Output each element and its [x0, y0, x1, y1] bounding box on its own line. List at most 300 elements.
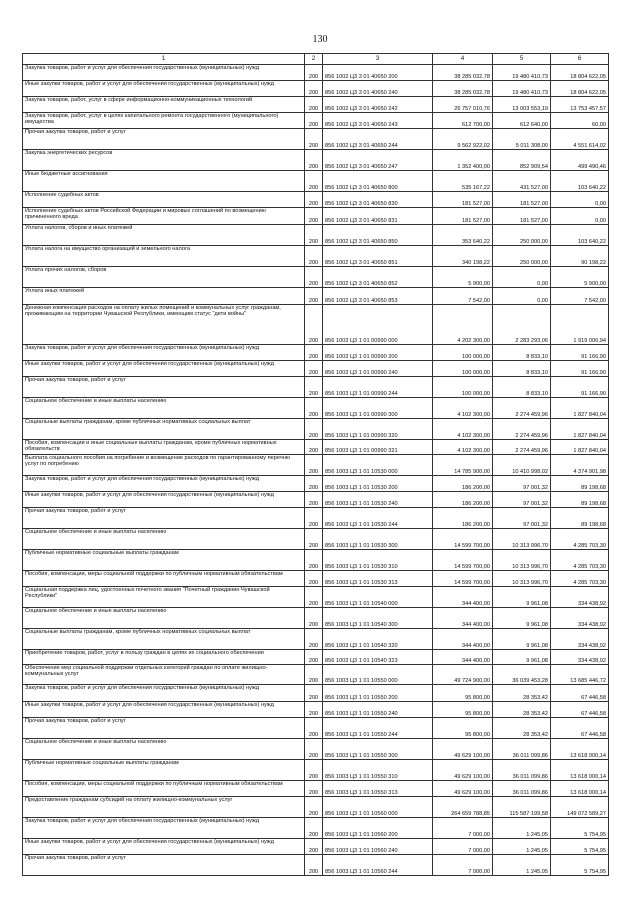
row-line-code: 200 — [305, 818, 323, 839]
table-row — [23, 665, 609, 685]
row-name: Выплата социального пособия на погребение и возмещение расходов по гарантированному перечню услуг по погребению — [23, 455, 305, 476]
row-executed-amount: 9 961,08 — [493, 629, 551, 650]
row-executed-amount: 13 003 553,19 — [493, 97, 551, 113]
row-line-code: 200 — [305, 571, 323, 587]
row-name: Социальные выплаты гражданам, кроме публичных нормативных социальных выплат — [23, 629, 305, 650]
row-classification-code: 856 1002 Ц3 3 01 40650 851 — [323, 246, 433, 267]
row-name: Закупка товаров, работ и услуг для обеспечения государственных (муниципальных) нужд — [23, 818, 305, 839]
row-classification-code: 856 1003 Ц3 1 01 10550 300 — [323, 739, 433, 760]
table-row — [23, 685, 609, 702]
row-executed-amount: 1 245,05 — [493, 839, 551, 855]
row-name: Социальная поддержка лиц, удостоенных почетного звания "Почетный гражданин Чувашской Республики" — [23, 587, 305, 608]
row-unexecuted-amount: 91 166,90 — [551, 361, 609, 377]
row-line-code: 200 — [305, 65, 323, 81]
table-row — [23, 818, 609, 839]
table-row — [23, 97, 609, 113]
table-row — [23, 476, 609, 492]
row-approved-amount: 49 629 100,00 — [433, 781, 493, 797]
row-line-code: 200 — [305, 171, 323, 192]
row-executed-amount: 250 000,00 — [493, 246, 551, 267]
row-name: Иные закупки товаров, работ и услуг для обеспечения государственных (муниципальных) нужд — [23, 702, 305, 718]
budget-execution-table — [22, 53, 609, 876]
row-line-code: 200 — [305, 492, 323, 508]
row-unexecuted-amount: 4 285 703,30 — [551, 550, 609, 571]
row-approved-amount: 49 629 100,00 — [433, 739, 493, 760]
row-unexecuted-amount: 18 804 622,05 — [551, 81, 609, 97]
table-row — [23, 150, 609, 171]
row-name: Иные закупки товаров, работ и услуг для обеспечения государственных (муниципальных) нужд — [23, 492, 305, 508]
row-executed-amount: 97 001,32 — [493, 508, 551, 529]
table-row — [23, 398, 609, 419]
row-approved-amount: 353 640,22 — [433, 225, 493, 246]
row-line-code: 200 — [305, 665, 323, 685]
row-unexecuted-amount: 5 900,00 — [551, 267, 609, 288]
row-approved-amount: 7 000,00 — [433, 818, 493, 839]
row-approved-amount: 535 167,22 — [433, 171, 493, 192]
column-header-3: 3 — [323, 54, 433, 65]
table-row — [23, 650, 609, 665]
column-header-4: 4 — [433, 54, 493, 65]
row-classification-code: 856 1003 Ц3 1 01 10540 320 — [323, 629, 433, 650]
row-approved-amount: 95 800,00 — [433, 685, 493, 702]
row-name: Социальное обеспечение и иные выплаты населению — [23, 739, 305, 760]
table-row — [23, 718, 609, 739]
row-classification-code: 856 1003 Ц3 1 01 10530 244 — [323, 508, 433, 529]
row-executed-amount: 36 011 099,86 — [493, 739, 551, 760]
row-approved-amount: 1 352 400,00 — [433, 150, 493, 171]
row-unexecuted-amount: 5 754,95 — [551, 818, 609, 839]
row-approved-amount: 100 000,00 — [433, 345, 493, 361]
row-classification-code: 856 1003 Ц3 1 01 10560 244 — [323, 855, 433, 876]
row-executed-amount: 36 011 099,86 — [493, 760, 551, 781]
row-executed-amount: 9 961,08 — [493, 587, 551, 608]
row-classification-code: 856 1002 Ц3 3 01 40650 830 — [323, 192, 433, 208]
row-line-code: 200 — [305, 192, 323, 208]
row-classification-code: 856 1003 Ц3 1 01 00990 000 — [323, 305, 433, 345]
page-number: 130 — [312, 34, 328, 45]
table-row — [23, 492, 609, 508]
row-classification-code: 856 1003 Ц3 1 01 10550 310 — [323, 760, 433, 781]
row-unexecuted-amount: 60,00 — [551, 113, 609, 129]
row-classification-code: 856 1003 Ц3 1 01 10530 313 — [323, 571, 433, 587]
row-classification-code: 856 1003 Ц3 1 01 10550 244 — [323, 718, 433, 739]
row-line-code: 200 — [305, 246, 323, 267]
row-classification-code: 856 1003 Ц3 1 01 10540 300 — [323, 608, 433, 629]
row-approved-amount: 7 000,00 — [433, 855, 493, 876]
row-name: Иные закупки товаров, работ и услуг для обеспечения государственных (муниципальных) нужд — [23, 81, 305, 97]
row-classification-code: 856 1003 Ц3 1 01 10530 300 — [323, 529, 433, 550]
row-classification-code: 856 1002 Ц3 3 01 40650 853 — [323, 288, 433, 305]
row-unexecuted-amount: 13 618 000,14 — [551, 781, 609, 797]
row-name: Закупка товаров, работ и услуг для обеспечения государственных (муниципальных) нужд — [23, 65, 305, 81]
column-header-2: 2 — [305, 54, 323, 65]
row-name: Уплата прочих налогов, сборов — [23, 267, 305, 288]
table-row — [23, 208, 609, 225]
row-unexecuted-amount: 334 438,92 — [551, 587, 609, 608]
row-name: Прочая закупка товаров, работ и услуг — [23, 377, 305, 398]
row-approved-amount: 186 200,00 — [433, 492, 493, 508]
row-unexecuted-amount: 149 072 589,27 — [551, 797, 609, 818]
row-approved-amount: 14 599 700,00 — [433, 550, 493, 571]
row-classification-code: 856 1003 Ц3 1 01 00990 300 — [323, 398, 433, 419]
row-line-code: 200 — [305, 587, 323, 608]
row-line-code: 200 — [305, 718, 323, 739]
table-row — [23, 440, 609, 455]
row-unexecuted-amount: 91 166,90 — [551, 345, 609, 361]
row-classification-code: 856 1003 Ц3 1 01 10560 240 — [323, 839, 433, 855]
row-classification-code: 856 1003 Ц3 1 01 10530 200 — [323, 476, 433, 492]
row-executed-amount: 852 909,54 — [493, 150, 551, 171]
table-row — [23, 361, 609, 377]
row-line-code: 200 — [305, 377, 323, 398]
row-approved-amount: 49 724 900,00 — [433, 665, 493, 685]
row-name: Закупка энергетических ресурсов — [23, 150, 305, 171]
row-approved-amount: 612 700,00 — [433, 113, 493, 129]
row-classification-code: 856 1003 Ц3 1 01 10550 000 — [323, 665, 433, 685]
row-line-code: 200 — [305, 208, 323, 225]
row-executed-amount: 9 961,08 — [493, 608, 551, 629]
row-unexecuted-amount: 89 198,68 — [551, 492, 609, 508]
row-name: Прочая закупка товаров, работ и услуг — [23, 718, 305, 739]
row-line-code: 200 — [305, 81, 323, 97]
row-approved-amount: 7 542,00 — [433, 288, 493, 305]
column-header-1: 1 — [23, 54, 305, 65]
row-line-code: 200 — [305, 839, 323, 855]
row-classification-code: 856 1003 Ц3 1 01 00990 320 — [323, 419, 433, 440]
row-unexecuted-amount: 4 285 703,30 — [551, 571, 609, 587]
row-executed-amount: 612 640,00 — [493, 113, 551, 129]
row-unexecuted-amount: 7 542,00 — [551, 288, 609, 305]
row-name: Социальное обеспечение и иные выплаты населению — [23, 398, 305, 419]
row-executed-amount: 19 480 410,73 — [493, 81, 551, 97]
row-unexecuted-amount: 1 827 840,04 — [551, 398, 609, 419]
row-unexecuted-amount: 5 754,95 — [551, 855, 609, 876]
row-executed-amount: 28 353,42 — [493, 685, 551, 702]
row-approved-amount: 344 400,00 — [433, 587, 493, 608]
row-classification-code: 856 1003 Ц3 1 01 10530 240 — [323, 492, 433, 508]
row-classification-code: 856 1002 Ц3 3 01 40650 243 — [323, 113, 433, 129]
row-approved-amount: 181 527,00 — [433, 208, 493, 225]
row-approved-amount: 4 202 300,00 — [433, 305, 493, 345]
row-unexecuted-amount: 1 919 006,94 — [551, 305, 609, 345]
table-row — [23, 797, 609, 818]
row-unexecuted-amount: 1 827 840,04 — [551, 440, 609, 455]
table-row — [23, 781, 609, 797]
table-row — [23, 192, 609, 208]
row-executed-amount: 115 587 199,58 — [493, 797, 551, 818]
row-approved-amount: 344 400,00 — [433, 629, 493, 650]
table-row — [23, 839, 609, 855]
row-name: Социальные выплаты гражданам, кроме публичных нормативных социальных выплат — [23, 419, 305, 440]
row-unexecuted-amount: 13 618 000,14 — [551, 739, 609, 760]
row-line-code: 200 — [305, 150, 323, 171]
row-approved-amount: 49 629 100,00 — [433, 760, 493, 781]
row-executed-amount: 1 245,05 — [493, 855, 551, 876]
row-classification-code: 856 1002 Ц3 3 01 40650 240 — [323, 81, 433, 97]
row-line-code: 200 — [305, 529, 323, 550]
row-approved-amount: 4 102 300,00 — [433, 440, 493, 455]
row-name: Обеспечение мер социальной поддержки отдельных категорий граждан по оплате жилищно-коммунальных услуг — [23, 665, 305, 685]
row-unexecuted-amount: 67 446,58 — [551, 685, 609, 702]
row-approved-amount: 264 659 788,85 — [433, 797, 493, 818]
row-approved-amount: 95 800,00 — [433, 718, 493, 739]
table-row — [23, 419, 609, 440]
table-row — [23, 267, 609, 288]
row-name: Уплата налогов, сборов и иных платежей — [23, 225, 305, 246]
row-name: Уплата налога на имущество организаций и земельного налога — [23, 246, 305, 267]
row-line-code: 200 — [305, 113, 323, 129]
row-executed-amount: 10 313 996,70 — [493, 571, 551, 587]
row-line-code: 200 — [305, 550, 323, 571]
row-classification-code: 856 1003 Ц3 1 01 10540 000 — [323, 587, 433, 608]
table-row — [23, 129, 609, 150]
row-unexecuted-amount: 499 490,46 — [551, 150, 609, 171]
row-name: Прочая закупка товаров, работ и услуг — [23, 508, 305, 529]
row-line-code: 200 — [305, 440, 323, 455]
row-line-code: 200 — [305, 760, 323, 781]
row-approved-amount: 344 400,00 — [433, 650, 493, 665]
row-classification-code: 856 1003 Ц3 1 01 10550 313 — [323, 781, 433, 797]
row-unexecuted-amount: 13 685 446,72 — [551, 665, 609, 685]
table-row — [23, 629, 609, 650]
row-executed-amount: 8 833,10 — [493, 377, 551, 398]
row-line-code: 200 — [305, 797, 323, 818]
row-executed-amount: 5 011 308,00 — [493, 129, 551, 150]
row-unexecuted-amount: 89 198,68 — [551, 476, 609, 492]
row-executed-amount: 97 001,32 — [493, 476, 551, 492]
table-row — [23, 550, 609, 571]
row-unexecuted-amount: 67 446,58 — [551, 702, 609, 718]
row-classification-code: 856 1002 Ц3 3 01 40650 852 — [323, 267, 433, 288]
row-executed-amount: 28 353,42 — [493, 718, 551, 739]
table-row — [23, 305, 609, 345]
row-executed-amount: 2 274 459,96 — [493, 440, 551, 455]
row-executed-amount: 10 410 998,02 — [493, 455, 551, 476]
row-approved-amount: 181 527,00 — [433, 192, 493, 208]
row-unexecuted-amount: 89 198,68 — [551, 508, 609, 529]
table-row — [23, 739, 609, 760]
row-classification-code: 856 1002 Ц3 3 01 40650 242 — [323, 97, 433, 113]
row-executed-amount: 2 274 459,96 — [493, 398, 551, 419]
row-name: Пособия, компенсации, меры социальной поддержки по публичным нормативным обязательствам — [23, 781, 305, 797]
row-unexecuted-amount: 4 374 901,98 — [551, 455, 609, 476]
row-unexecuted-amount: 91 166,90 — [551, 377, 609, 398]
row-executed-amount: 181 527,00 — [493, 192, 551, 208]
row-approved-amount: 100 000,00 — [433, 377, 493, 398]
row-executed-amount: 10 313 996,70 — [493, 550, 551, 571]
row-approved-amount: 14 599 700,00 — [433, 571, 493, 587]
table-row — [23, 702, 609, 718]
row-classification-code: 856 1003 Ц3 1 01 10530 310 — [323, 550, 433, 571]
table-row — [23, 345, 609, 361]
row-classification-code: 856 1002 Ц3 3 01 40650 800 — [323, 171, 433, 192]
row-approved-amount: 95 800,00 — [433, 702, 493, 718]
row-executed-amount: 0,00 — [493, 267, 551, 288]
row-classification-code: 856 1002 Ц3 3 01 40650 850 — [323, 225, 433, 246]
row-name: Приобретение товаров, работ, услуг в пользу граждан в целях их социального обеспечения — [23, 650, 305, 665]
row-classification-code: 856 1002 Ц3 3 01 40650 244 — [323, 129, 433, 150]
row-classification-code: 856 1003 Ц3 1 01 00990 321 — [323, 440, 433, 455]
row-unexecuted-amount: 103 640,22 — [551, 171, 609, 192]
row-name: Социальное обеспечение и иные выплаты населению — [23, 608, 305, 629]
row-approved-amount: 4 102 300,00 — [433, 398, 493, 419]
table-row — [23, 608, 609, 629]
table-row — [23, 225, 609, 246]
row-executed-amount: 36 039 453,28 — [493, 665, 551, 685]
row-name: Закупка товаров, работ и услуг для обеспечения государственных (муниципальных) нужд — [23, 476, 305, 492]
row-name: Пособия, компенсации, меры социальной поддержки по публичным нормативным обязательствам — [23, 571, 305, 587]
row-executed-amount: 19 480 410,73 — [493, 65, 551, 81]
row-classification-code: 856 1003 Ц3 1 01 10550 200 — [323, 685, 433, 702]
table-row — [23, 855, 609, 876]
row-classification-code: 856 1002 Ц3 3 01 40650 831 — [323, 208, 433, 225]
row-unexecuted-amount: 90 198,22 — [551, 246, 609, 267]
row-name: Социальное обеспечение и иные выплаты населению — [23, 529, 305, 550]
row-name: Исполнение судебных актов Российской Федерации и мировых соглашений по возмещению причиненного вреда — [23, 208, 305, 225]
row-executed-amount: 9 961,08 — [493, 650, 551, 665]
row-line-code: 200 — [305, 702, 323, 718]
row-approved-amount: 14 785 900,00 — [433, 455, 493, 476]
table-row — [23, 65, 609, 81]
row-line-code: 200 — [305, 455, 323, 476]
row-classification-code: 856 1003 Ц3 1 01 10560 200 — [323, 818, 433, 839]
row-classification-code: 856 1003 Ц3 1 01 10530 000 — [323, 455, 433, 476]
row-name: Уплата иных платежей — [23, 288, 305, 305]
row-unexecuted-amount: 0,00 — [551, 192, 609, 208]
row-executed-amount: 431 527,00 — [493, 171, 551, 192]
row-approved-amount: 26 757 010,76 — [433, 97, 493, 113]
row-executed-amount: 2 274 459,96 — [493, 419, 551, 440]
row-approved-amount: 7 000,00 — [433, 839, 493, 855]
row-approved-amount: 38 285 032,78 — [433, 65, 493, 81]
row-approved-amount: 38 285 032,78 — [433, 81, 493, 97]
row-unexecuted-amount: 334 438,92 — [551, 629, 609, 650]
row-classification-code: 856 1003 Ц3 1 01 10550 240 — [323, 702, 433, 718]
table-row — [23, 571, 609, 587]
row-line-code: 200 — [305, 361, 323, 377]
row-line-code: 200 — [305, 629, 323, 650]
table-row — [23, 288, 609, 305]
row-unexecuted-amount: 13 753 457,57 — [551, 97, 609, 113]
row-line-code: 200 — [305, 508, 323, 529]
row-name: Закупка товаров, работ и услуг для обеспечения государственных (муниципальных) нужд — [23, 345, 305, 361]
row-classification-code: 856 1003 Ц3 1 01 00990 200 — [323, 345, 433, 361]
row-unexecuted-amount: 4 551 614,02 — [551, 129, 609, 150]
table-row — [23, 508, 609, 529]
row-classification-code: 856 1003 Ц3 1 01 10560 000 — [323, 797, 433, 818]
table-row — [23, 113, 609, 129]
table-row — [23, 455, 609, 476]
row-approved-amount: 9 562 922,02 — [433, 129, 493, 150]
row-name: Предоставление гражданам субсидий на оплату жилищно-коммунальных услуг — [23, 797, 305, 818]
row-classification-code: 856 1002 Ц3 3 01 40650 200 — [323, 65, 433, 81]
row-unexecuted-amount: 103 640,22 — [551, 225, 609, 246]
row-line-code: 200 — [305, 476, 323, 492]
row-approved-amount: 4 102 300,00 — [433, 419, 493, 440]
row-unexecuted-amount: 67 446,58 — [551, 718, 609, 739]
row-classification-code: 856 1003 Ц3 1 01 00990 240 — [323, 361, 433, 377]
row-executed-amount: 10 313 996,70 — [493, 529, 551, 550]
row-executed-amount: 28 353,42 — [493, 702, 551, 718]
row-unexecuted-amount: 5 754,95 — [551, 839, 609, 855]
row-unexecuted-amount: 0,00 — [551, 208, 609, 225]
table-row — [23, 171, 609, 192]
row-name: Прочая закупка товаров, работ и услуг — [23, 129, 305, 150]
row-approved-amount: 186 200,00 — [433, 508, 493, 529]
row-line-code: 200 — [305, 305, 323, 345]
row-name: Иные закупки товаров, работ и услуг для обеспечения государственных (муниципальных) нужд — [23, 361, 305, 377]
row-executed-amount: 250 000,00 — [493, 225, 551, 246]
row-line-code: 200 — [305, 225, 323, 246]
row-executed-amount: 8 833,10 — [493, 361, 551, 377]
row-line-code: 200 — [305, 685, 323, 702]
table-row — [23, 246, 609, 267]
row-name: Публичные нормативные социальные выплаты гражданам — [23, 550, 305, 571]
row-unexecuted-amount: 334 438,92 — [551, 608, 609, 629]
row-executed-amount: 36 011 099,86 — [493, 781, 551, 797]
column-header-6: 6 — [551, 54, 609, 65]
row-name: Прочая закупка товаров, работ и услуг — [23, 855, 305, 876]
row-executed-amount: 2 283 293,06 — [493, 305, 551, 345]
row-classification-code: 856 1003 Ц3 1 01 00990 244 — [323, 377, 433, 398]
row-unexecuted-amount: 13 618 000,14 — [551, 760, 609, 781]
row-line-code: 200 — [305, 608, 323, 629]
row-name: Публичные нормативные социальные выплаты гражданам — [23, 760, 305, 781]
row-line-code: 200 — [305, 288, 323, 305]
row-unexecuted-amount: 334 438,92 — [551, 650, 609, 665]
row-executed-amount: 97 001,32 — [493, 492, 551, 508]
row-line-code: 200 — [305, 345, 323, 361]
column-header-5: 5 — [493, 54, 551, 65]
row-name: Денежная компенсация расходов на оплату жилых помещений и коммунальных услуг гражданам, проживающим на территории Чувашской Республики, имеющим статус "дети войны" — [23, 305, 305, 345]
row-executed-amount: 1 245,05 — [493, 818, 551, 839]
row-name: Закупка товаров, работ, услуг в целях капитального ремонта государственного (муниципального) имущества — [23, 113, 305, 129]
row-name: Пособия, компенсации и иные социальные выплаты гражданам, кроме публичных нормативных обязательств — [23, 440, 305, 455]
row-executed-amount: 181 527,00 — [493, 208, 551, 225]
row-approved-amount: 186 200,00 — [433, 476, 493, 492]
row-line-code: 200 — [305, 419, 323, 440]
row-unexecuted-amount: 18 804 622,05 — [551, 65, 609, 81]
row-line-code: 200 — [305, 97, 323, 113]
row-line-code: 200 — [305, 267, 323, 288]
row-name: Закупка товаров, работ и услуг для обеспечения государственных (муниципальных) нужд — [23, 685, 305, 702]
table-row — [23, 760, 609, 781]
row-name: Иные закупки товаров, работ и услуг для обеспечения государственных (муниципальных) нужд — [23, 839, 305, 855]
table-row — [23, 529, 609, 550]
table-row — [23, 81, 609, 97]
table-row — [23, 587, 609, 608]
row-line-code: 200 — [305, 650, 323, 665]
row-line-code: 200 — [305, 129, 323, 150]
row-name: Закупка товаров, работ, услуг в сфере информационно-коммуникационных технологий — [23, 97, 305, 113]
row-approved-amount: 344 400,00 — [433, 608, 493, 629]
row-line-code: 200 — [305, 781, 323, 797]
row-name: Исполнение судебных актов — [23, 192, 305, 208]
row-line-code: 200 — [305, 855, 323, 876]
table-row — [23, 377, 609, 398]
row-executed-amount: 0,00 — [493, 288, 551, 305]
row-classification-code: 856 1003 Ц3 1 01 10540 323 — [323, 650, 433, 665]
row-unexecuted-amount: 1 827 840,04 — [551, 419, 609, 440]
row-executed-amount: 8 833,10 — [493, 345, 551, 361]
row-approved-amount: 5 900,00 — [433, 267, 493, 288]
row-line-code: 200 — [305, 398, 323, 419]
column-number-row — [23, 54, 609, 65]
row-approved-amount: 100 000,00 — [433, 361, 493, 377]
row-approved-amount: 14 599 700,00 — [433, 529, 493, 550]
row-classification-code: 856 1002 Ц3 3 01 40650 247 — [323, 150, 433, 171]
row-line-code: 200 — [305, 739, 323, 760]
